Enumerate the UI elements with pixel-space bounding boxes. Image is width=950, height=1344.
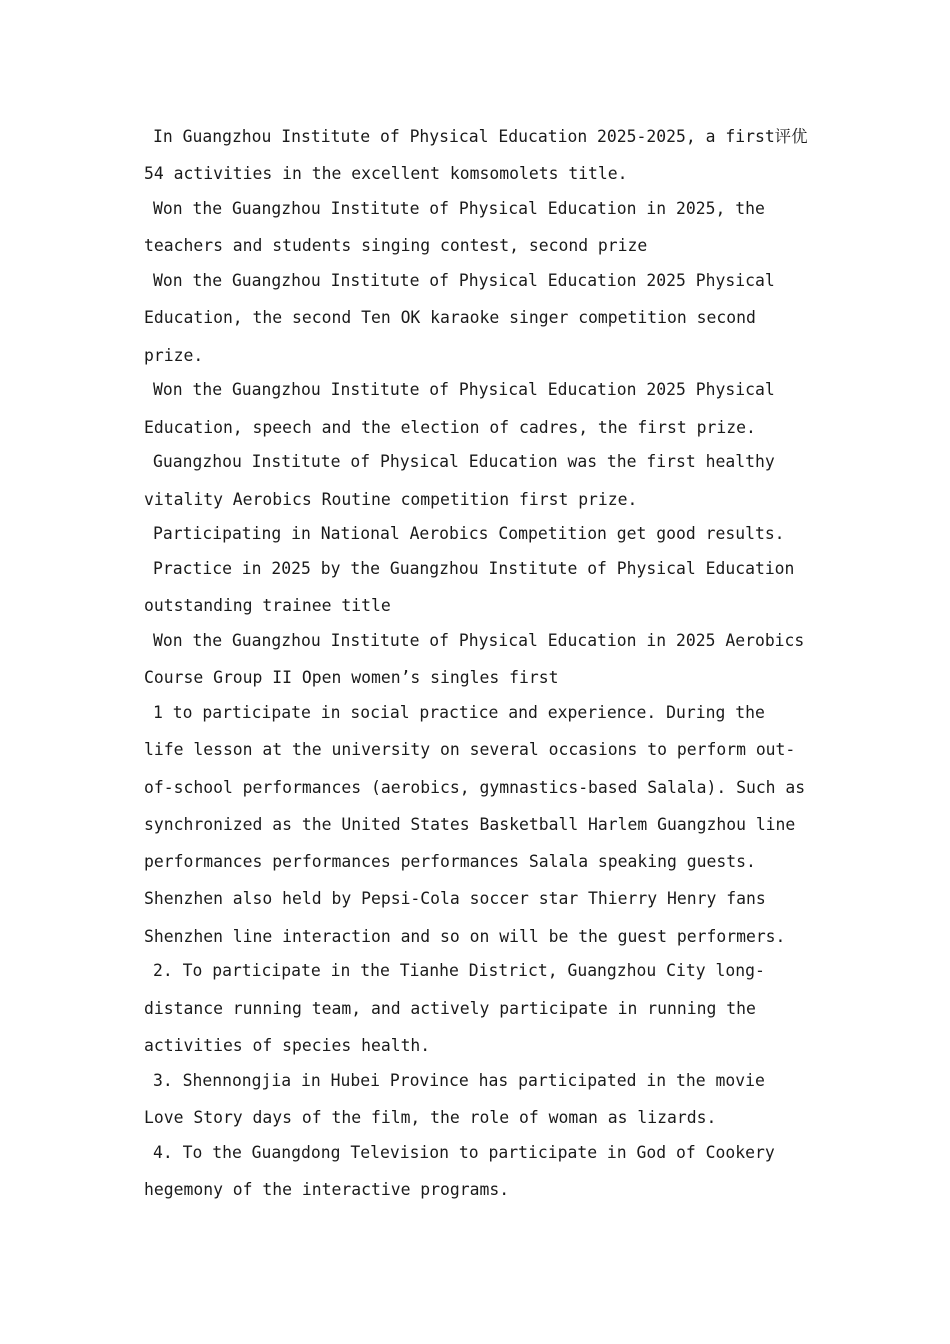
paragraph-speech-election: Won the Guangzhou Institute of Physical Education 2025 Physical Education, speech and the election of cadres, the first prize. bbox=[144, 380, 775, 437]
paragraph-national-aerobics: Participating in National Aerobics Competition get good results. bbox=[153, 524, 785, 544]
paragraph-movie-role: 3. Shennongjia in Hubei Province has participated in the movie Love Story days of the film, the role of woman as lizards. bbox=[144, 1070, 765, 1128]
paragraph-aerobics-course: Won the Guangzhou Institute of Physical Education in 2025 Aerobics Course Group II Open women’s singles first bbox=[144, 631, 805, 688]
paragraph-tv-program: 4. To the Guangdong Television to participate in God of Cookery hegemony of the interactive programs. bbox=[144, 1142, 775, 1200]
paragraph-outstanding-trainee: Practice in 2025 by the Guangzhou Institute of Physical Education outstanding trainee title bbox=[144, 559, 795, 616]
paragraph-running-team: 2. To participate in the Tianhe District, Guangzhou City long-distance running team, and actively participate in running the activities of species health. bbox=[144, 961, 765, 1056]
paragraph-karaoke-competition: Won the Guangzhou Institute of Physical Education 2025 Physical Education, the second Ten OK karaoke singer competition second prize. bbox=[144, 271, 775, 365]
document-body bbox=[144, 118, 814, 1206]
paragraph-aerobics-routine: Guangzhou Institute of Physical Education was the first healthy vitality Aerobics Routine competition first prize. bbox=[144, 452, 775, 509]
paragraph-social-practice: 1 to participate in social practice and experience. During the life lesson at the university on several occasions to perform out-of-school performances (aerobics, gymnastics-based Salala). Such as synchronized as the United States Basketball Harlem Guangzhou line performances performances performances Salala speaking guests. Shenzhen also held by Pepsi-Cola soccer star Thierry Henry fans Shenzhen line interaction and so on will be the guest performers. bbox=[144, 703, 806, 946]
paragraph-singing-contest: Won the Guangzhou Institute of Physical Education in 2025, the teachers and students singing contest, second prize bbox=[144, 199, 765, 256]
paragraph-commendation-title: In Guangzhou Institute of Physical Education 2025-2025, a first评优 54 activities in the excellent komsomolets title. bbox=[144, 127, 808, 184]
